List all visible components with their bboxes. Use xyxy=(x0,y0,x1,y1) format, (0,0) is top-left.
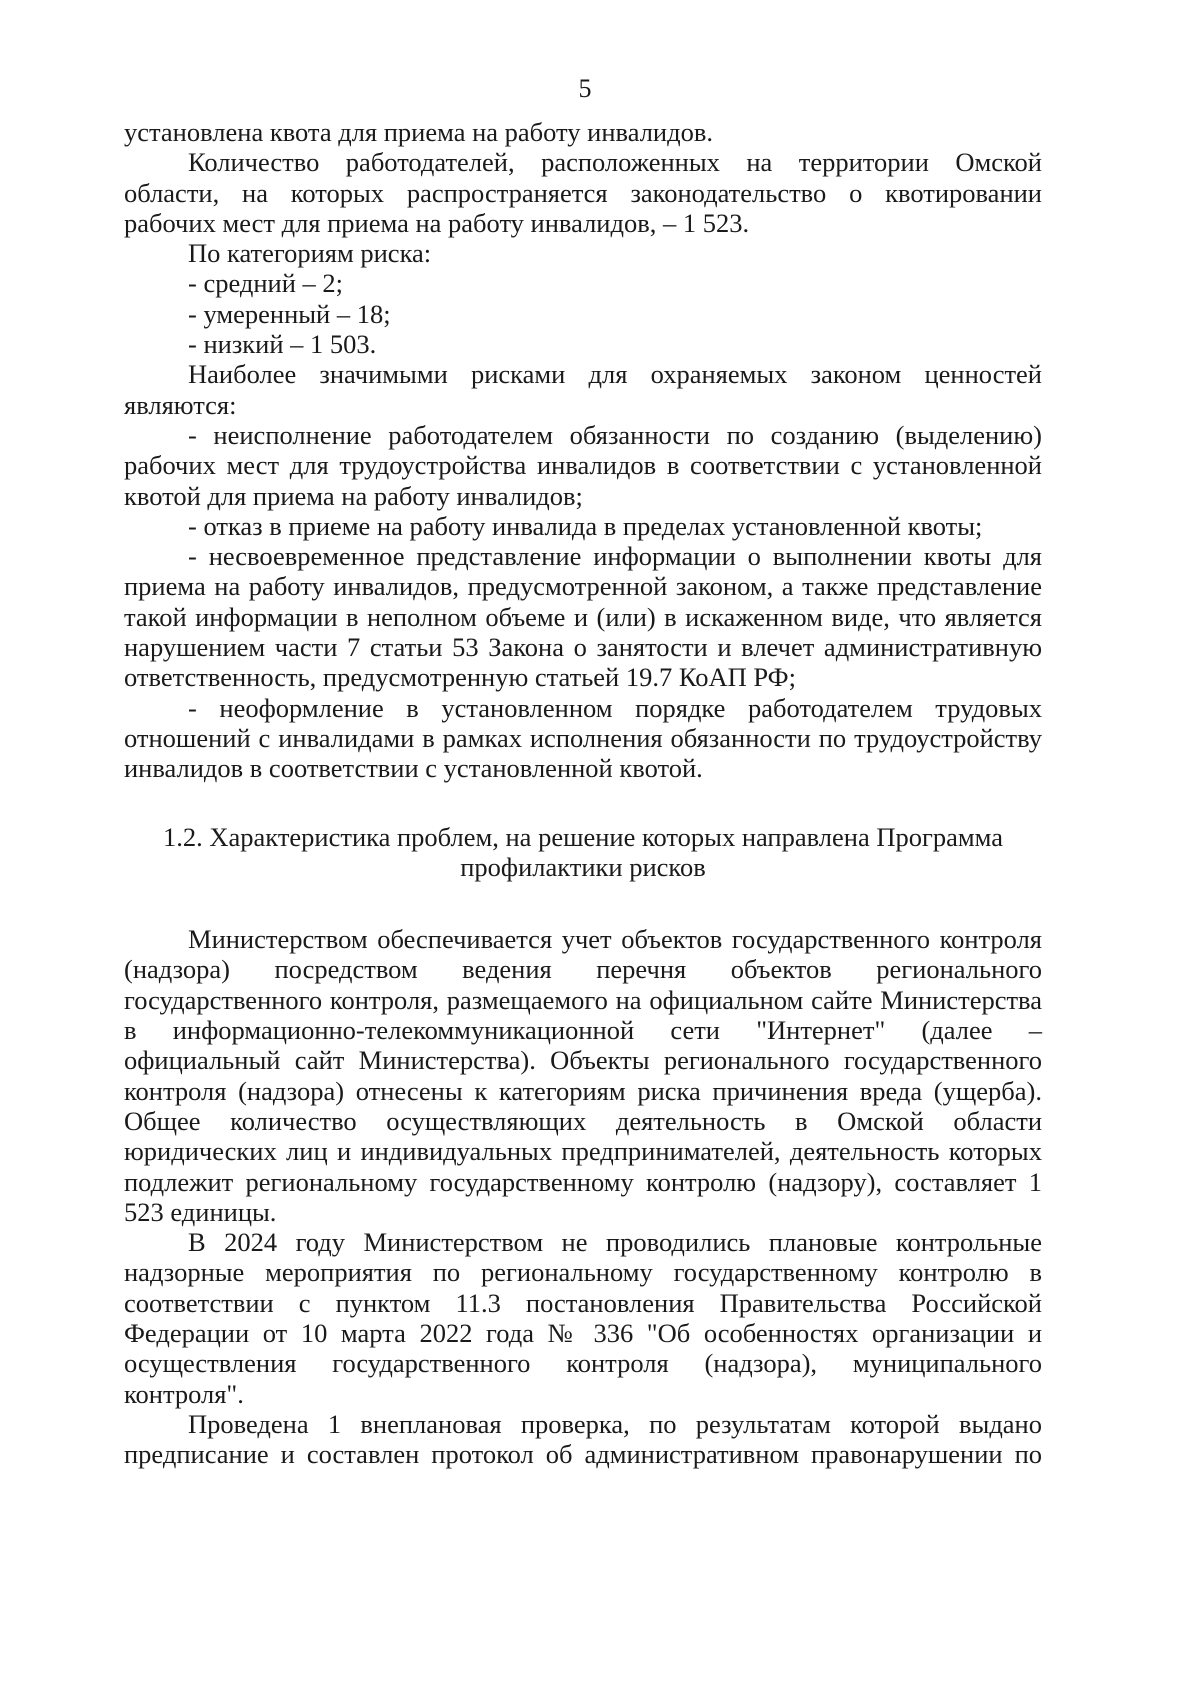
paragraph: установлена квота для приема на работу инвалидов. xyxy=(124,117,713,147)
list-item: - отказ в приеме на работу инвалида в пределах установленной квоты; xyxy=(188,510,983,541)
paragraph: Количество работодателей, расположенных на территории Омской области, на которых распространяется законодательство о квотировании рабочих мест для приема на работу инвалидов, – 1 523. xyxy=(124,147,1042,238)
paragraph: Наиболее значимыми рисками для охраняемых законом ценностей являются: xyxy=(124,359,1042,420)
list-item: - умеренный – 18; xyxy=(188,298,391,329)
list-item: - средний – 2; xyxy=(188,268,344,299)
section-heading xyxy=(124,822,1042,883)
paragraph: В 2024 году Министерством не проводились плановые контрольные надзорные мероприятия по региональному государственному контролю в соответствии с пунктом 11.3 постановления Правительства Российской Федерации от 10 марта 2022 года № 336 "Об особенностях организации и осуществления государственного контроля (надзора), муниципального контроля". xyxy=(124,1227,1042,1409)
paragraph: Министерством обеспечивается учет объектов государственного контроля (надзора) посредством ведения перечня объектов регионального государственного контроля, размещаемого на официальном сайте Министерства в информационно-телекоммуникационной сети "Интернет" (далее – официальный сайт Министерства). Объекты регионального государственного контроля (надзора) отнесены к категориям риска причинения вреда (ущерба). Общее количество осуществляющих деятельность в Омской области юридических лиц и индивидуальных предпринимателей, деятельность которых подлежит региональному государственному контролю (надзору), составляет 1 523 единицы. xyxy=(124,924,1042,1227)
paragraph: Проведена 1 внеплановая проверка, по результатам которой выдано предписание и составлен протокол об административном правонарушении по xyxy=(124,1408,1042,1470)
list-item: - несвоевременное представление информации о выполнении квоты для приема на работу инвалидов, предусмотренной законом, а также представление такой информации в неполном объеме и (или) в искаженном виде, что является нарушением части 7 статьи 53 Закона о занятости и влечет административную ответственность, предусмотренную статьей 19.7 КоАП РФ; xyxy=(124,541,1042,693)
document-body xyxy=(124,117,1042,1469)
list-item: - неисполнение работодателем обязанности по созданию (выделению) рабочих мест для трудоустройства инвалидов в соответствии с установленной квотой для приема на работу инвалидов; xyxy=(124,419,1042,511)
paragraph: По категориям риска: xyxy=(188,238,432,269)
section-heading-line: 1.2. Характеристика проблем, на решение которых направлена Программа xyxy=(163,821,1003,852)
page-number: 5 xyxy=(578,74,592,103)
list-item: - неоформление в установленном порядке работодателем трудовых отношений с инвалидами в рамках исполнения обязанности по трудоустройству инвалидов в соответствии с установленной квотой. xyxy=(124,692,1042,784)
section-heading-line: профилактики рисков xyxy=(460,851,706,882)
list-item: - низкий – 1 503. xyxy=(188,329,377,360)
